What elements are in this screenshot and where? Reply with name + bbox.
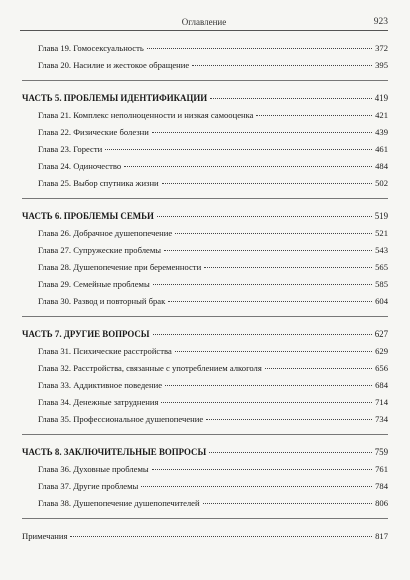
- toc-part-heading-page: 519: [374, 211, 388, 221]
- dot-leader: [152, 469, 372, 470]
- toc-chapter-entry-title: Глава 34. Денежные затруднения: [38, 397, 159, 407]
- toc-chapter-entry: [22, 394, 388, 411]
- toc-part-heading-title: ЧАСТЬ 7. ДРУГИЕ ВОПРОСЫ: [22, 329, 150, 339]
- toc-chapter-entry-title: Глава 32. Расстройства, связанные с употреблением алкоголя: [38, 363, 262, 373]
- table-of-contents: [22, 40, 388, 545]
- toc-chapter-entry: [22, 57, 388, 74]
- toc-chapter-entry-title: Глава 27. Супружеские проблемы: [38, 245, 162, 255]
- toc-chapter-entry-page: 372: [375, 43, 388, 53]
- toc-chapter-entry-page: 461: [375, 144, 388, 154]
- toc-chapter-entry-page: 484: [375, 161, 388, 171]
- dot-leader: [175, 351, 372, 352]
- toc-chapter-entry: [22, 495, 388, 512]
- toc-chapter-entry-page: 521: [375, 228, 388, 238]
- dot-leader: [168, 301, 372, 302]
- toc-chapter-entry: [22, 242, 388, 259]
- toc-chapter-entry: [22, 360, 388, 377]
- dot-leader: [153, 334, 372, 335]
- toc-chapter-entry-page: 604: [375, 296, 388, 306]
- toc-chapter-entry-title: Глава 25. Выбор спутника жизни: [38, 178, 159, 188]
- toc-chapter-entry-title: Глава 20. Насилие и жестокое обращение: [38, 60, 190, 70]
- dot-leader: [206, 419, 372, 420]
- toc-chapter-entry: [22, 124, 388, 141]
- toc-chapter-entry: [22, 411, 388, 428]
- toc-chapter-entry-page: 421: [375, 110, 388, 120]
- toc-chapter-entry-title: Глава 28. Душепопечение при беременности: [38, 262, 202, 272]
- dot-leader: [161, 402, 372, 403]
- toc-part-heading: [22, 90, 388, 107]
- toc-chapter-entry: [22, 107, 388, 124]
- toc-chapter-entry: [22, 461, 388, 478]
- toc-chapter-entry-title: Глава 36. Духовные проблемы: [38, 464, 149, 474]
- header-page-number: 923: [373, 17, 388, 27]
- toc-part-heading-title: ЧАСТЬ 6. ПРОБЛЕМЫ СЕМЬИ: [22, 211, 154, 221]
- toc-part-heading: [22, 326, 388, 343]
- dot-leader: [265, 368, 372, 369]
- toc-chapter-entry-title: Глава 33. Аддиктивное поведение: [38, 380, 163, 390]
- toc-chapter-entry: [22, 141, 388, 158]
- dot-leader: [164, 250, 372, 251]
- dot-leader: [192, 65, 372, 66]
- dot-leader: [70, 536, 372, 537]
- toc-chapter-entry-page: 439: [375, 127, 388, 137]
- toc-notes-entry-page: 817: [375, 531, 388, 541]
- toc-chapter-entry-page: 502: [375, 178, 388, 188]
- toc-chapter-entry: [22, 259, 388, 276]
- toc-notes-entry-title: Примечания: [22, 531, 68, 541]
- toc-chapter-entry: [22, 225, 388, 242]
- toc-chapter-entry-page: 684: [375, 380, 388, 390]
- dot-leader: [256, 115, 372, 116]
- dot-leader: [141, 486, 372, 487]
- dot-leader: [124, 166, 372, 167]
- toc-part-heading-title: ЧАСТЬ 8. ЗАКЛЮЧИТЕЛЬНЫЕ ВОПРОСЫ: [22, 447, 207, 457]
- toc-part-heading: [22, 444, 388, 461]
- toc-part-heading-page: 627: [374, 329, 388, 339]
- toc-chapter-entry: [22, 478, 388, 495]
- section-divider: [22, 316, 388, 317]
- dot-leader: [165, 385, 372, 386]
- toc-chapter-entry-title: Глава 38. Душепопечение душепопечителей: [38, 498, 200, 508]
- toc-chapter-entry-page: 714: [375, 397, 388, 407]
- toc-chapter-entry: [22, 343, 388, 360]
- toc-chapter-entry: [22, 276, 388, 293]
- toc-chapter-entry-page: 734: [375, 414, 388, 424]
- toc-chapter-entry-page: 395: [375, 60, 388, 70]
- dot-leader: [210, 98, 372, 99]
- toc-chapter-entry: [22, 158, 388, 175]
- toc-chapter-entry-title: Глава 19. Гомосексуальность: [38, 43, 144, 53]
- toc-part-heading-page: 419: [374, 93, 388, 103]
- dot-leader: [157, 216, 372, 217]
- dot-leader: [147, 48, 372, 49]
- section-divider: [22, 434, 388, 435]
- toc-chapter-entry-page: 656: [375, 363, 388, 373]
- toc-chapter-entry-title: Глава 21. Комплекс неполноценности и низкая самооценка: [38, 110, 254, 120]
- dot-leader: [175, 233, 372, 234]
- toc-chapter-entry-page: 543: [375, 245, 388, 255]
- toc-chapter-entry: [22, 377, 388, 394]
- section-divider: [22, 80, 388, 81]
- dot-leader: [203, 503, 373, 504]
- toc-chapter-entry-title: Глава 26. Добрачное душепопечение: [38, 228, 173, 238]
- toc-notes-entry: [22, 528, 388, 545]
- section-divider: [22, 198, 388, 199]
- toc-chapter-entry-title: Глава 29. Семейные проблемы: [38, 279, 150, 289]
- toc-chapter-entry-page: 585: [375, 279, 388, 289]
- toc-chapter-entry-title: Глава 31. Психические расстройства: [38, 346, 172, 356]
- toc-chapter-entry-page: 565: [375, 262, 388, 272]
- toc-chapter-entry-title: Глава 22. Физические болезни: [38, 127, 149, 137]
- toc-chapter-entry-title: Глава 37. Другие проблемы: [38, 481, 139, 491]
- dot-leader: [153, 284, 372, 285]
- toc-chapter-entry-page: 806: [375, 498, 388, 508]
- dot-leader: [152, 132, 372, 133]
- dot-leader: [162, 183, 372, 184]
- toc-chapter-entry: [22, 293, 388, 310]
- dot-leader: [204, 267, 372, 268]
- toc-chapter-entry: [22, 40, 388, 57]
- toc-chapter-entry-title: Глава 24. Одиночество: [38, 161, 122, 171]
- header-rule: [20, 30, 388, 31]
- header-title: Оглавление: [181, 17, 227, 27]
- toc-chapter-entry-title: Глава 35. Профессиональное душепопечение: [38, 414, 204, 424]
- toc-chapter-entry-page: 761: [375, 464, 388, 474]
- running-header: [20, 14, 388, 30]
- dot-leader: [105, 149, 372, 150]
- toc-chapter-entry-page: 784: [375, 481, 388, 491]
- toc-part-heading: [22, 208, 388, 225]
- dot-leader: [209, 452, 372, 453]
- toc-chapter-entry-title: Глава 23. Горести: [38, 144, 103, 154]
- toc-part-heading-page: 759: [374, 447, 388, 457]
- toc-chapter-entry-page: 629: [375, 346, 388, 356]
- toc-chapter-entry: [22, 175, 388, 192]
- toc-chapter-entry-title: Глава 30. Развод и повторный брак: [38, 296, 166, 306]
- toc-part-heading-title: ЧАСТЬ 5. ПРОБЛЕМЫ ИДЕНТИФИКАЦИИ: [22, 93, 208, 103]
- section-divider: [22, 518, 388, 519]
